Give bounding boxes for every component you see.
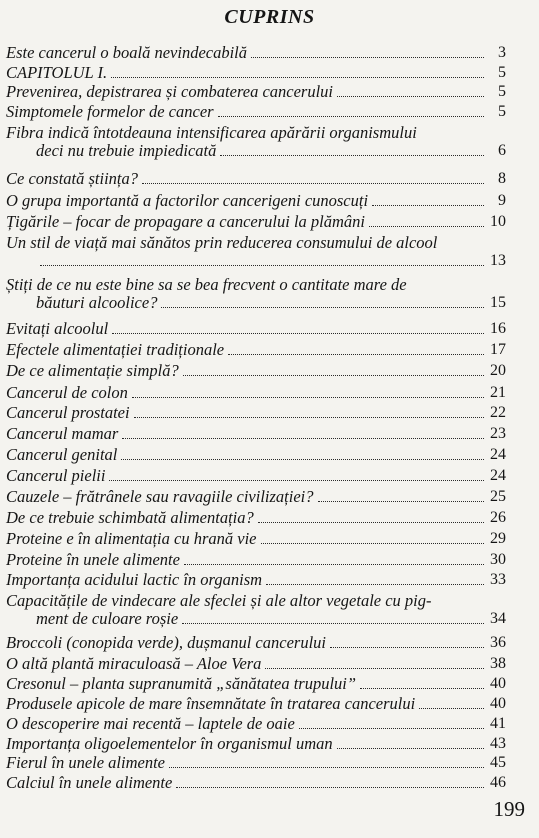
- leader-dots: [337, 748, 484, 749]
- toc-entry: [6, 467, 506, 485]
- leader-dots: [318, 501, 485, 502]
- toc-entry-page: 21: [490, 384, 506, 401]
- toc-entry-page: 25: [490, 488, 506, 505]
- leader-dots: [183, 375, 484, 376]
- toc-entry-title: Știți de ce nu este bine sa se bea frecvent o cantitate mare de: [6, 275, 407, 294]
- toc-entry: [6, 655, 506, 673]
- toc-entry-page: 46: [490, 774, 506, 791]
- leader-dots: [360, 688, 484, 689]
- toc-entry-title: Cancerul genital: [6, 445, 118, 464]
- leader-dots: [218, 116, 484, 117]
- toc-entry-title: Cancerul pielii: [6, 466, 106, 485]
- toc-entry-page: 22: [490, 404, 506, 421]
- toc-entry-page: 45: [490, 754, 506, 771]
- leader-dots: [266, 584, 484, 585]
- toc-entry: [6, 234, 506, 270]
- toc-entry: [6, 404, 506, 422]
- toc-entry-page: 17: [490, 341, 506, 358]
- toc-entry-title: Capacitățile de vindecare ale sfeclei și ale altor vegetale cu pig-: [6, 591, 432, 610]
- toc-entry-title: Broccoli (conopida verde), dușmanul cancerului: [6, 633, 326, 652]
- toc-entry-page: 5: [498, 83, 506, 100]
- toc-entry-page: 3: [498, 44, 506, 61]
- toc-entry-title: Produsele apicole de mare însemnătate în tratarea cancerului: [6, 694, 416, 713]
- toc-entry-title: O altă plantă miraculoasă – Aloe Vera: [6, 654, 262, 673]
- toc-entry: [6, 320, 506, 338]
- leader-dots: [251, 57, 484, 58]
- toc-entry-title: Cauzele – frătrânele sau ravagiile civilizației?: [6, 487, 314, 506]
- leader-dots: [109, 480, 484, 481]
- toc-entry: [6, 64, 506, 82]
- toc-entry-page: 43: [490, 735, 506, 752]
- toc-entry-page: 23: [490, 425, 506, 442]
- toc-entry-page: 33: [490, 571, 506, 588]
- toc-entry-page: 24: [490, 446, 506, 463]
- toc-entry-page: 34: [490, 610, 506, 627]
- toc-entry-title: Cresonul – planta supranumită „sănătatea trupului”: [6, 674, 357, 693]
- toc-entry: [6, 634, 506, 652]
- toc-entry: [6, 774, 506, 792]
- toc-entry: [6, 754, 506, 772]
- leader-dots: [161, 307, 484, 308]
- toc-entry: [6, 170, 506, 188]
- toc-entry-page: 24: [490, 467, 506, 484]
- toc-entry: [6, 124, 506, 160]
- toc-entry: [6, 446, 506, 464]
- toc-entry-title: Efectele alimentației tradiționale: [6, 340, 225, 359]
- toc-entry-page: 29: [490, 530, 506, 547]
- toc-entry: [6, 715, 506, 733]
- leader-dots: [261, 543, 485, 544]
- toc-entry-title: Cancerul prostatei: [6, 403, 130, 422]
- toc-entry-title: Proteine e în alimentația cu hrană vie: [6, 529, 257, 548]
- leader-dots: [337, 96, 484, 97]
- toc-entry-title: Calciul în unele alimente: [6, 773, 173, 792]
- toc-entry-title: Fibra indică întotdeauna intensificarea apărării organismului: [6, 123, 417, 142]
- leader-dots: [419, 708, 484, 709]
- leader-dots: [369, 226, 484, 227]
- toc-entry-title: Țigările – focar de propagare a cancerului la plămâni: [6, 212, 365, 231]
- toc-entry-page: 5: [498, 64, 506, 81]
- toc-entry-title: O descoperire mai recentă – laptele de oaie: [6, 714, 295, 733]
- leader-dots: [182, 623, 484, 624]
- leader-dots: [220, 155, 484, 156]
- toc-entry-page: 5: [498, 103, 506, 120]
- toc-entry-page: 15: [490, 294, 506, 311]
- toc-entry-title: O grupa importantă a factorilor cancerigeni cunoscuți: [6, 191, 369, 210]
- toc-entry-title: Prevenirea, depistrarea și combaterea cancerului: [6, 82, 334, 101]
- leader-dots: [112, 333, 484, 334]
- toc-entry-page: 30: [490, 551, 506, 568]
- toc-entry: [6, 551, 506, 569]
- leader-dots: [111, 77, 484, 78]
- toc-entry-title: Importanța oligoelementelor în organismul uman: [6, 734, 333, 753]
- leader-dots: [134, 417, 484, 418]
- toc-entry-continuation: băuturi alcoolice?: [36, 293, 158, 312]
- toc-entry-page: 40: [490, 695, 506, 712]
- toc-entry: [6, 509, 506, 527]
- toc-entry-page: 10: [490, 213, 506, 230]
- toc-entry-page: 40: [490, 675, 506, 692]
- toc-entry: [6, 83, 506, 101]
- page-number: 199: [493, 797, 525, 821]
- leader-dots: [265, 668, 484, 669]
- toc-entry-title: De ce trebuie schimbată alimentația?: [6, 508, 254, 527]
- toc-entry-title: Proteine în unele alimente: [6, 550, 180, 569]
- toc-entry: [6, 571, 506, 589]
- toc-entry-title: Importanța acidului lactic în organism: [6, 570, 263, 589]
- toc-entry-page: 20: [490, 362, 506, 379]
- leader-dots: [121, 459, 484, 460]
- toc-entry: [6, 341, 506, 359]
- leader-dots: [142, 183, 484, 184]
- toc-entry-page: 8: [498, 170, 506, 187]
- leader-dots: [299, 728, 484, 729]
- toc-entry: [6, 488, 506, 506]
- toc-entry: [6, 44, 506, 62]
- toc-entry: [6, 103, 506, 121]
- leader-dots: [132, 397, 484, 398]
- toc-entry-title: Cancerul mamar: [6, 424, 119, 443]
- toc-entry-title: Un stil de viață mai sănătos prin reducerea consumului de alcool: [6, 233, 438, 252]
- leader-dots: [330, 647, 484, 648]
- page-title: CUPRINS: [224, 6, 315, 28]
- toc-entry: [6, 592, 506, 628]
- toc-entry-page: 38: [490, 655, 506, 672]
- toc-entry-continuation: deci nu trebuie impiedicată: [36, 141, 217, 160]
- leader-dots: [228, 354, 484, 355]
- toc-entry-page: 36: [490, 634, 506, 651]
- toc-entry-page: 6: [498, 142, 506, 159]
- toc-entry-title: Cancerul de colon: [6, 383, 128, 402]
- toc-entry: [6, 362, 506, 380]
- toc-entry: [6, 384, 506, 402]
- toc-entry: [6, 425, 506, 443]
- toc-entry: [6, 530, 506, 548]
- toc-entry: [6, 675, 506, 693]
- toc-entry-title: CAPITOLUL I.: [6, 63, 108, 82]
- toc-entry: [6, 695, 506, 713]
- toc-entry-page: 26: [490, 509, 506, 526]
- toc-entry-title: Evitați alcoolul: [6, 319, 109, 338]
- toc-entry-title: Este cancerul o boală nevindecabilă: [6, 43, 248, 62]
- toc-entry: [6, 192, 506, 210]
- leader-dots: [184, 564, 484, 565]
- toc-entry-page: 9: [498, 192, 506, 209]
- toc-entry: [6, 735, 506, 753]
- toc-entry: [6, 213, 506, 231]
- toc-entry-title: Ce constată știința?: [6, 169, 138, 188]
- leader-dots: [40, 265, 484, 266]
- leader-dots: [176, 787, 484, 788]
- toc-entry-page: 41: [490, 715, 506, 732]
- toc-entry: [6, 276, 506, 312]
- toc-entry-title: De ce alimentație simplă?: [6, 361, 179, 380]
- toc-entry-page: 16: [490, 320, 506, 337]
- leader-dots: [258, 522, 484, 523]
- leader-dots: [372, 205, 484, 206]
- toc-entry-title: Fierul în unele alimente: [6, 753, 165, 772]
- leader-dots: [169, 767, 484, 768]
- toc-entry-continuation: ment de culoare roșie: [36, 609, 179, 628]
- leader-dots: [122, 438, 484, 439]
- toc-entry-page: 13: [490, 252, 506, 269]
- toc-entry-title: Simptomele formelor de cancer: [6, 102, 214, 121]
